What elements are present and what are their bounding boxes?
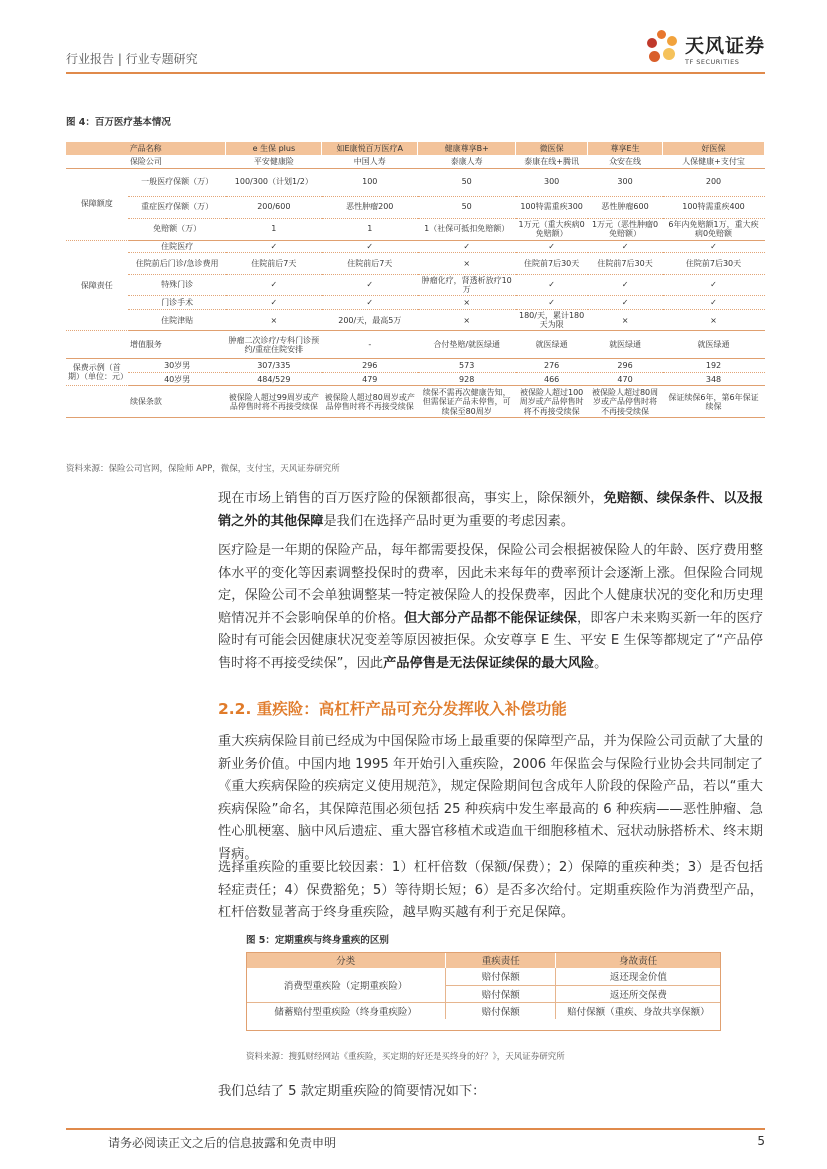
group-label: 保费示例（首期）（单位：元） xyxy=(66,359,128,386)
row-label: 续保条款 xyxy=(66,386,226,418)
table-cell: 307/335 xyxy=(226,359,322,373)
table-cell: 1（社保可抵扣免赔额） xyxy=(418,218,516,240)
table-row xyxy=(66,218,765,240)
table-row xyxy=(66,310,765,331)
sub-label: 门诊手术 xyxy=(128,296,226,310)
sub-label: 30岁男 xyxy=(128,359,226,373)
table-cell: 合付垫赔/就医绿通 xyxy=(418,331,516,359)
table-cell: 中国人寿 xyxy=(322,155,418,168)
table-row xyxy=(66,331,765,359)
table-cell: 住院前后7天 xyxy=(226,252,322,274)
table-cell: 470 xyxy=(588,373,663,386)
table-row xyxy=(246,968,721,985)
table-cell: 就医绿通 xyxy=(588,331,663,359)
flower-logo-icon xyxy=(643,30,679,66)
figure5-header-row xyxy=(246,952,721,968)
logo-cn: 天风证券 xyxy=(684,34,765,57)
table-row xyxy=(66,240,765,252)
col-header: 好医保 xyxy=(663,142,765,155)
table-cell: 恶性肿瘤200 xyxy=(322,196,418,218)
table-cell: 276 xyxy=(516,359,588,373)
sub-label: 免赔额（万） xyxy=(128,218,226,240)
table-cell: 续保不需再次健康告知，但需保证产品未停售，可续保至80周岁 xyxy=(418,386,516,418)
table-cell: 484/529 xyxy=(226,373,322,386)
col-header: 身故责任 xyxy=(556,952,721,968)
table-row xyxy=(246,1002,721,1019)
table-cell: 300 xyxy=(516,168,588,196)
table-cell: ✓ xyxy=(588,274,663,295)
table-cell: 赔付保额 xyxy=(446,985,556,1002)
table-cell: 平安健康险 xyxy=(226,155,322,168)
table-cell: 928 xyxy=(418,373,516,386)
table-cell: 被保险人超过80周岁或产品停售时将不再接受续保 xyxy=(322,386,418,418)
table-cell: ✓ xyxy=(516,240,588,252)
table-row xyxy=(66,274,765,295)
table-cell: 200 xyxy=(663,168,765,196)
table-row xyxy=(66,296,765,310)
table-row xyxy=(66,386,765,418)
table-cell: 肿瘤二次诊疗/专科门诊预约/重症住院安排 xyxy=(226,331,322,359)
footer-disclaimer: 请务必阅读正文之后的信息披露和免责申明 xyxy=(108,1136,337,1150)
sub-label: 重症医疗保额（万） xyxy=(128,196,226,218)
table-cell: 348 xyxy=(663,373,765,386)
col-header: 产品名称 xyxy=(66,142,226,155)
table-cell: ✓ xyxy=(588,240,663,252)
table-cell: 479 xyxy=(322,373,418,386)
group-label: 保障额度 xyxy=(66,168,128,240)
table-cell: 肿瘤化疗，肾透析放疗10万 xyxy=(418,274,516,295)
table-cell: ✓ xyxy=(588,296,663,310)
table-cell: 被保险人超过80周岁或产品停售时将不再接受续保 xyxy=(588,386,663,418)
table-cell: 就医绿通 xyxy=(663,331,765,359)
table-cell: 住院前后7天 xyxy=(322,252,418,274)
group-label: 保障责任 xyxy=(66,240,128,331)
table-cell: 100特需重疾300 xyxy=(516,196,588,218)
table-cell: 泰康人寿 xyxy=(418,155,516,168)
row-label: 保险公司 xyxy=(66,155,226,168)
table-cell: ✓ xyxy=(663,274,765,295)
table-cell: 573 xyxy=(418,359,516,373)
table-cell: 100/300（计划1/2） xyxy=(226,168,322,196)
page-number: 5 xyxy=(757,1134,765,1148)
table-cell: 赔付保额 xyxy=(446,1002,556,1019)
row-label: 增值服务 xyxy=(66,331,226,359)
table-row xyxy=(66,373,765,386)
table-cell: 住院前7后30天 xyxy=(516,252,588,274)
table-cell: 保证续保6年，第6年保证续保 xyxy=(663,386,765,418)
table-cell: 192 xyxy=(663,359,765,373)
figure4-source: 资料来源：保险公司官网，保险师 APP，微保，支付宝，天风证券研究所 xyxy=(66,464,340,474)
table-cell: 住院前7后30天 xyxy=(663,252,765,274)
table-cell: 住院前7后30天 xyxy=(588,252,663,274)
table-cell: ✓ xyxy=(322,274,418,295)
table-cell: ✓ xyxy=(418,240,516,252)
table-cell: 赔付保额 xyxy=(446,968,556,985)
table-cell: 300 xyxy=(588,168,663,196)
breadcrumb: 行业报告 | 行业专题研究 xyxy=(66,52,198,66)
table-cell: 1 xyxy=(226,218,322,240)
table-cell: × xyxy=(418,296,516,310)
table-cell: 被保险人超过100周岁或产品停售时将不再接受续保 xyxy=(516,386,588,418)
col-header: 分类 xyxy=(246,952,446,968)
sub-label: 40岁男 xyxy=(128,373,226,386)
table-cell: ✓ xyxy=(516,274,588,295)
col-header: 尊享E生 xyxy=(588,142,663,155)
table-cell: 众安在线 xyxy=(588,155,663,168)
table-cell: ✓ xyxy=(516,296,588,310)
table-row xyxy=(66,359,765,373)
table-row xyxy=(66,168,765,196)
section-title: 2.2. 重疾险：高杠杆产品可充分发挥收入补偿功能 xyxy=(218,700,567,718)
sub-label: 住院津贴 xyxy=(128,310,226,331)
table-cell: 296 xyxy=(322,359,418,373)
table-cell: × xyxy=(588,310,663,331)
table-cell: ✓ xyxy=(663,240,765,252)
table-cell: 1万元（重大疾病0免赔额） xyxy=(516,218,588,240)
table-cell: 100特需重疾400 xyxy=(663,196,765,218)
savings-type-label: 储蓄赔付型重疾险（终身重疾险） xyxy=(246,1002,446,1019)
figure5-table xyxy=(246,952,721,1019)
table-cell: 泰康在线+腾讯 xyxy=(516,155,588,168)
table-cell: ✓ xyxy=(322,240,418,252)
figure5-source: 资料来源：搜狐财经网站《重疾险，买定期的好还是买终身的好？》，天风证券研究所 xyxy=(246,1052,565,1062)
sub-label: 住院医疗 xyxy=(128,240,226,252)
table-cell: × xyxy=(226,310,322,331)
header-rule xyxy=(66,72,765,74)
table-row xyxy=(66,252,765,274)
footer-rule xyxy=(66,1128,765,1130)
table-cell: 返还现金价值 xyxy=(556,968,721,985)
table-cell: × xyxy=(418,310,516,331)
tf-securities-logo xyxy=(643,30,765,66)
table-cell: 296 xyxy=(588,359,663,373)
paragraph-4: 选择重疾险的重要比较因素：1）杠杆倍数（保额/保费）；2）保障的重疾种类；3）是否包括轻症责任；4）保费豁免；5）等待期长短；6）是否多次给付。定期重疾险作为消费型产品，杠杆倍数显著高于终身重疾险，越早购买越有利于充足保障。 xyxy=(218,860,763,920)
logo-en: TF SECURITIES xyxy=(684,57,740,66)
sub-label: 一般医疗保额（万） xyxy=(128,168,226,196)
table-row xyxy=(66,196,765,218)
paragraph-1: 现在市场上销售的百万医疗险的保额都很高，事实上，除保额外，免赔额、续保条件、以及报销之外的其他保障是我们在选择产品时更为重要的考虑因素。 xyxy=(218,491,763,529)
table-cell: × xyxy=(663,310,765,331)
table-cell: 50 xyxy=(418,168,516,196)
paragraph-5: 我们总结了 5 款定期重疾险的简要情况如下： xyxy=(218,1084,486,1099)
col-header: 健康尊享B+ xyxy=(418,142,516,155)
table-cell: 180/天，累计180天为限 xyxy=(516,310,588,331)
table-cell: 466 xyxy=(516,373,588,386)
table-cell: 50 xyxy=(418,196,516,218)
table-cell: 200/天，最高5万 xyxy=(322,310,418,331)
table-cell: 就医绿通 xyxy=(516,331,588,359)
figure5-title: 图 5：定期重疾与终身重疾的区别 xyxy=(246,935,389,946)
table-cell: ✓ xyxy=(663,296,765,310)
table-cell: 人保健康+支付宝 xyxy=(663,155,765,168)
figure4-header-row xyxy=(66,142,765,155)
table-cell: 200/600 xyxy=(226,196,322,218)
table-cell: ✓ xyxy=(322,296,418,310)
col-header: 如E康悦百万医疗A xyxy=(322,142,418,155)
table-cell: ✓ xyxy=(226,274,322,295)
sub-label: 特殊门诊 xyxy=(128,274,226,295)
table-cell: 6年内免赔额1万，重大疾病0免赔额 xyxy=(663,218,765,240)
col-header: e 生保 plus xyxy=(226,142,322,155)
col-header: 微医保 xyxy=(516,142,588,155)
table-cell: 1万元（恶性肿瘤0免赔额） xyxy=(588,218,663,240)
consumer-type-label: 消费型重疾险（定期重疾险） xyxy=(246,968,446,1002)
paragraph-2: 医疗险是一年期的保险产品，每年都需要投保，保险公司会根据被保险人的年龄、医疗费用整体水平的变化等因素调整投保时的费率，因此未来每年的费率预计会逐渐上涨。但保险合同规定，保险公司不会单独调整某一特定被保险人的投保费率，因此个人健康状况的变化和历史理赔情况并不会影响保单的价格。但大部分产品都不能保证续保，即客户未来购买新一年的医疗险时有可能会因健康状况变差等原因被拒保。众安尊享 E 生、平安 E 生保等都规定了“产品停售时将不再接受续保”，因此产品停售是无法保证续保的最大风险。 xyxy=(218,543,764,671)
table-cell: ✓ xyxy=(226,296,322,310)
table-cell: 1 xyxy=(322,218,418,240)
table-cell: 返还所交保费 xyxy=(556,985,721,1002)
figure4-table xyxy=(66,142,765,418)
table-cell: 赔付保额（重疾、身故共享保额） xyxy=(567,1006,710,1018)
table-row xyxy=(66,155,765,168)
sub-label: 住院前后门诊/急诊费用 xyxy=(128,252,226,274)
table-cell: 100 xyxy=(322,168,418,196)
table-cell: - xyxy=(322,331,418,359)
table-cell: 恶性肿瘤600 xyxy=(588,196,663,218)
col-header: 重疾责任 xyxy=(446,952,556,968)
table-cell: 被保险人超过99周岁或产品停售时将不再接受续保 xyxy=(226,386,322,418)
paragraph-3: 重大疾病保险目前已经成为中国保险市场上最重要的保障型产品，并为保险公司贡献了大量的新业务价值。中国内地 1995 年开始引入重疾险，2006 年保监会与保险行业协会共同制定了《重大疾病保险的疾病定义使用规范》，规定保险期间包含成年人阶段的保险产品，若以“重大疾病保险”命名，其保障范围必须包括 25 种疾病中发生率最高的 6 种疾病——恶性肿瘤、急性心肌梗塞、脑中风后遗症、重大器官移植术或造血干细胞移植术、冠状动脉搭桥术、终末期肾病。 xyxy=(218,734,763,862)
table-cell: ✓ xyxy=(226,240,322,252)
figure4-title: 图 4：百万医疗基本情况 xyxy=(66,117,171,128)
table-cell: × xyxy=(418,252,516,274)
